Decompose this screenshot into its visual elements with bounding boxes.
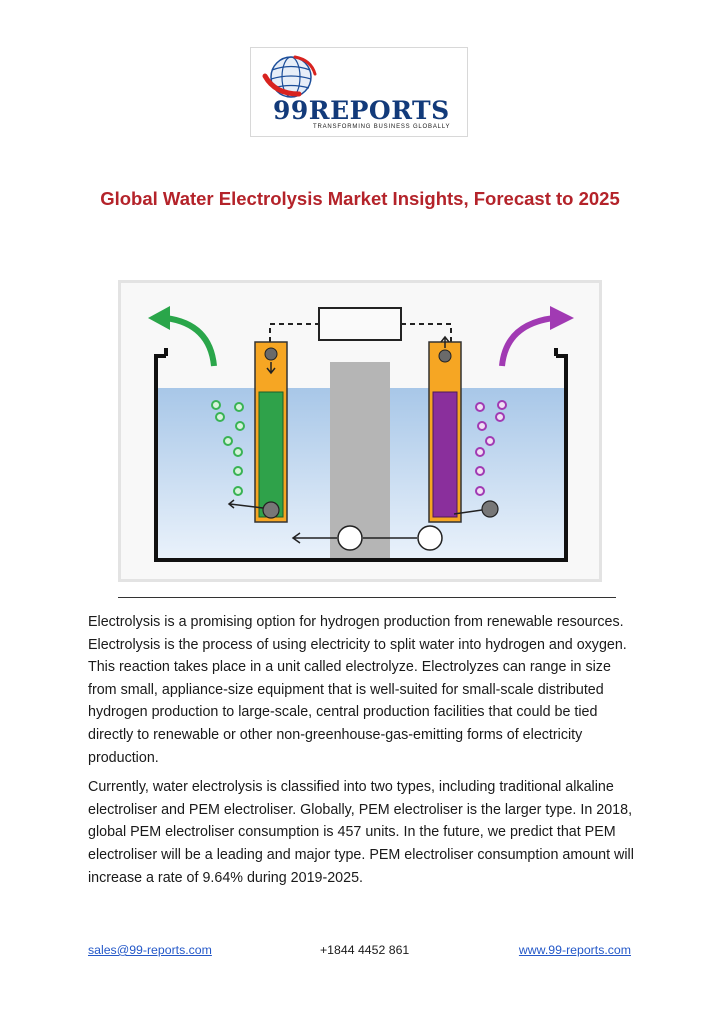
logo [250,47,468,137]
email-link[interactable]: sales@99-reports.com [88,943,212,957]
phone-number: +1844 4452 861 [320,943,410,957]
oxygen-arrow [502,318,554,366]
website-link[interactable]: www.99-reports.com [518,943,631,957]
paragraph: Electrolysis is a promising option for hydrogen production from renewable resources. Electrolysis is the process of using electricity to split water into hydrogen and oxygen. This reaction takes place in a unit called electrolyze. Electrolyzes can range in size from small, appliance-size equipment that is well-suited for small-scale distributed hydrogen production to large-scale, central production facilities that could be tied directly to renewable or other non-greenhouse-gas-emitting forms of electricity production. [88,614,627,766]
power-supply [319,308,401,340]
electrolysis-diagram [118,280,602,582]
hydrogen-arrow [166,318,214,366]
logo-wordmark: 99REPORTS [273,96,450,125]
article-body [88,611,640,896]
page-title: Global Water Electrolysis Market Insights, Forecast to 2025 [100,188,620,209]
divider [118,597,616,598]
paragraph: Currently, water electrolysis is classified into two types, including traditional alkaline electroliser and PEM electroliser. Globally, PEM electroliser is the larger type. In 2018, global PEM electroliser consumption is 457 units. In the future, we predict that PEM electroliser will be a leading and major type. PEM electroliser consumption amount will increase a rate of 9.64% during 2019-2025. [88,779,634,886]
logo-tagline: TRANSFORMING BUSINESS GLOBALLY [313,124,451,130]
